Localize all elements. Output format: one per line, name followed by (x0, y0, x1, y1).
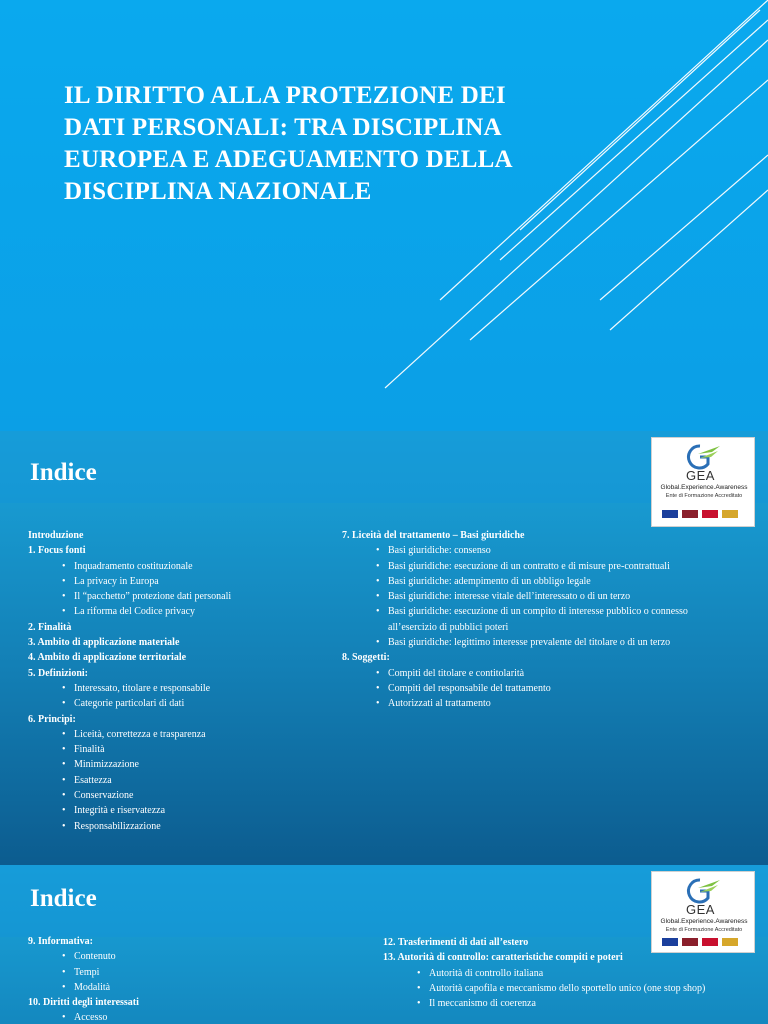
index-subitem: • La privacy in Europa (28, 574, 328, 589)
index-subitem: • Minimizzazione (28, 757, 328, 772)
index-right-column (383, 935, 723, 1011)
logo-subtitle: Ente di Formazione Accreditato (665, 493, 743, 499)
gea-g-icon (682, 876, 722, 904)
logo-tagline: Global.Experience.Awareness (660, 484, 748, 491)
index-subitem: • Il meccanismo di coerenza (383, 996, 723, 1011)
index-subitem: • Basi giuridiche: esecuzione di un contratto e di misure pre-contrattuali (342, 559, 720, 574)
index-subitem: • Autorità capofila e meccanismo dello sportello unico (one stop shop) (383, 981, 723, 996)
index-subitem: • Liceità, correttezza e trasparenza (28, 727, 328, 742)
gea-logo (651, 437, 755, 527)
index-subitem: • Tempi (28, 965, 328, 980)
index-section: 5. Definizioni: (28, 667, 88, 679)
logo-tagline: Global.Experience.Awareness (660, 918, 748, 925)
index-subitem: • Accesso (28, 1010, 328, 1024)
index-section: 6. Principi: (28, 713, 76, 725)
emblem-icon (722, 938, 738, 946)
seal-icon (702, 510, 718, 518)
logo-flags (662, 510, 738, 518)
logo-name: GEA (686, 468, 715, 483)
index-section: 7. Liceità del trattamento – Basi giuridiche (342, 530, 525, 541)
index-subitem: • Categorie particolari di dati (28, 696, 328, 711)
index-slide-1 (0, 431, 768, 865)
logo-subtitle: Ente di Formazione Accreditato (665, 927, 743, 933)
region-flag-icon (682, 510, 698, 518)
index-subitem: • Compiti del responsabile del trattamento (342, 681, 720, 696)
index-subitem: • Responsabilizzazione (28, 819, 328, 834)
index-left-column (28, 528, 328, 834)
index-section: 2. Finalità (28, 621, 72, 633)
emblem-icon (722, 510, 738, 518)
logo-name: GEA (686, 902, 715, 917)
index-subitem: • Finalità (28, 742, 328, 757)
index-subitem: • Compiti del titolare e contitolarità (342, 666, 720, 681)
gea-g-icon (682, 442, 722, 470)
index-subitem: • Il “pacchetto” protezione dati personali (28, 589, 328, 604)
eu-flag-icon (662, 510, 678, 518)
index-subitem: • Autorità di controllo italiana (383, 966, 723, 981)
index-subitem: • Modalità (28, 980, 328, 995)
index-section: 4. Ambito di applicazione territoriale (28, 652, 187, 664)
index-left-column (28, 934, 328, 1024)
index-section: 10. Diritti degli interessati (28, 997, 139, 1009)
index-subitem: • Integrità e riservatezza (28, 803, 328, 818)
index-subitem: • Inquadramento costituzionale (28, 559, 328, 574)
index-subitem: • Basi giuridiche: esecuzione di un compito di interesse pubblico o connesso all’esercizio di pubblici poteri (342, 604, 720, 635)
title-slide (0, 0, 768, 431)
index-section: 9. Informativa: (28, 936, 93, 947)
index-heading: Indice (30, 459, 97, 486)
index-section: 13. Autorità di controllo: caratteristiche compiti e poteri (383, 952, 623, 964)
slide-title: IL DIRITTO ALLA PROTEZIONE DEI DATI PERSONALI: TRA DISCIPLINA EUROPEA E ADEGUAMENTO DELLA DISCIPLINA NAZIONALE (64, 82, 512, 205)
index-heading: Indice (30, 885, 97, 912)
index-right-column (342, 528, 720, 712)
index-subitem: • Basi giuridiche: legittimo interesse prevalente del titolare o di un terzo (342, 635, 720, 650)
index-section: 12. Trasferimenti di dati all’estero (383, 937, 529, 948)
index-subitem: • Autorizzati al trattamento (342, 696, 720, 711)
index-subitem: • La riforma del Codice privacy (28, 604, 328, 619)
index-subitem: • Contenuto (28, 949, 328, 964)
index-subitem: • Conservazione (28, 788, 328, 803)
index-section: Introduzione (28, 530, 84, 541)
index-section: 3. Ambito di applicazione materiale (28, 637, 180, 649)
index-subitem: • Basi giuridiche: interesse vitale dell’interessato o di un terzo (342, 589, 720, 604)
index-subitem: • Interessato, titolare e responsabile (28, 681, 328, 696)
index-subitem: • Basi giuridiche: consenso (342, 543, 720, 558)
index-subitem: • Basi giuridiche: adempimento di un obbligo legale (342, 574, 720, 589)
index-section: 8. Soggetti: (342, 652, 390, 664)
index-slide-2 (0, 865, 768, 1024)
decorative-lines (0, 0, 768, 431)
index-subitem: • Esattezza (28, 773, 328, 788)
index-section: 1. Focus fonti (28, 545, 86, 557)
